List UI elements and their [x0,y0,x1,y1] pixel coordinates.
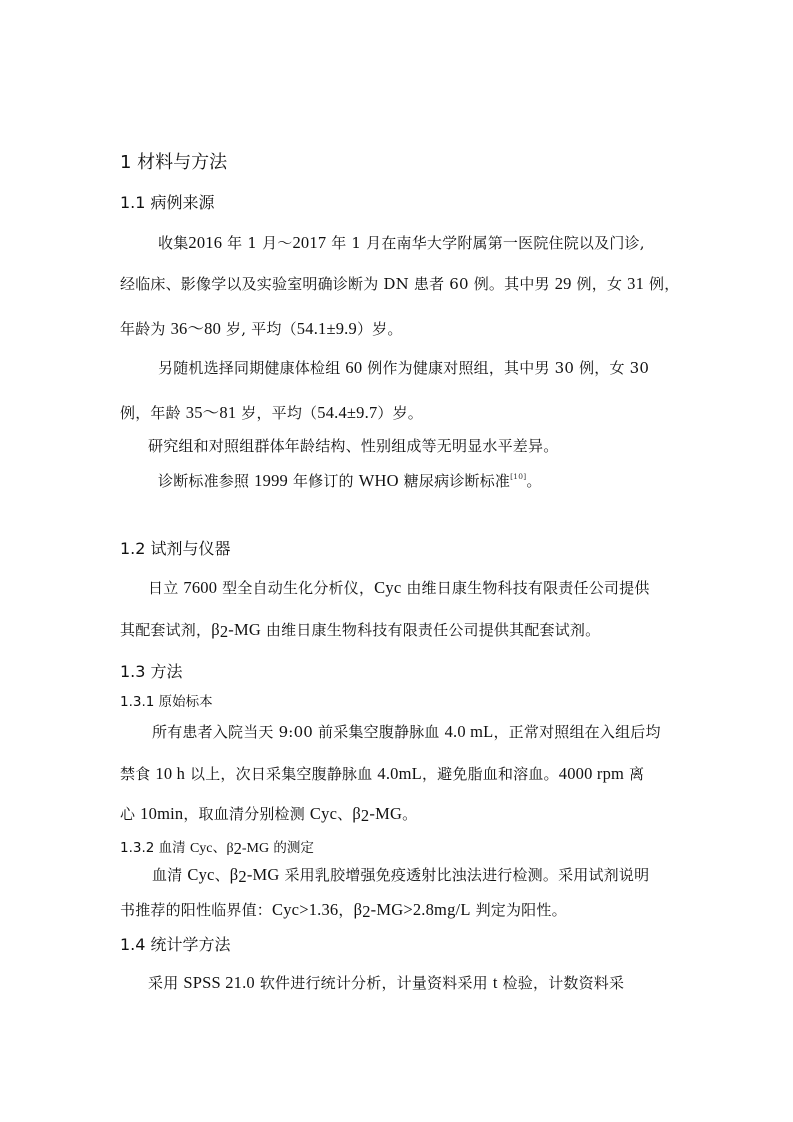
section-1-3-1-heading: 1.3.1 原始标本 [120,694,213,710]
para-line-7: 诊断标准参照 1999 年修订的 WHO 糖尿病诊断标准[10]。 [158,471,542,490]
citation-ref: [10] [510,472,527,481]
section-1-heading: 1 材料与方法 [120,152,228,173]
para-line-15: 采用 SPSS 21.0 软件进行统计分析，计量资料采用 t 检验，计数资料采 [148,973,625,992]
para-line-3: 年龄为 36～80 岁, 平均（54.1±9.9）岁。 [120,319,403,338]
para-line-2: 经临床、影像学以及实验室明确诊断为 DN 患者 60 例。其中男 29 例，女 31 例， [120,274,680,293]
para-line-5: 例，年龄 35～81 岁，平均（54.4±9.7）岁。 [120,403,424,422]
section-1-2-heading: 1.2 试剂与仪器 [120,539,231,558]
section-1-1-heading: 1.1 病例来源 [120,193,215,212]
para-line-14: 书推荐的阳性临界值：Cyc>1.36，$\beta_2-MG>2.8mg/L$ 判定为阳性。 [120,900,567,921]
para-line-6: 研究组和对照组群体年龄结构、性别组成等无明显水平差异。 [148,437,559,455]
para-line-11: 禁食 10 h 以上，次日采集空腹静脉血 4.0mL，避免脂血和溶血。4000 rpm 离 [120,764,645,783]
para-line-1: 收集2016 年 1 月～2017 年 1 月在南华大学附属第一医院住院以及门诊, [158,233,645,252]
section-1-4-heading: 1.4 统计学方法 [120,935,231,954]
para-line-10: 所有患者入院当天 9:00 前采集空腹静脉血 4.0 mL，正常对照组在入组后均 [152,722,661,741]
para-line-4: 另随机选择同期健康体检组 60 例作为健康对照组，其中男 30 例，女 30 [158,358,650,377]
section-1-3-2-heading: 1.3.2 血清 Cyc、$\beta_2-MG$ 的测定 [120,839,314,858]
para-line-8: 日立 7600 型全自动生化分析仪，Cyc 由维日康生物科技有限责任公司提供 [148,578,650,597]
para-line-9: 其配套试剂，$\beta_2-MG$ 由维日康生物科技有限责任公司提供其配套试剂。 [120,620,601,641]
para-line-13: 血清 Cyc、$\beta_2-MG$ 采用乳胶增强免疫透射比浊法进行检测。采用试剂说明 [152,865,650,886]
para-line-12: 心 10min，取血清分别检测 Cyc、$\beta_2-MG$。 [120,804,418,825]
section-1-3-heading: 1.3 方法 [120,662,183,681]
